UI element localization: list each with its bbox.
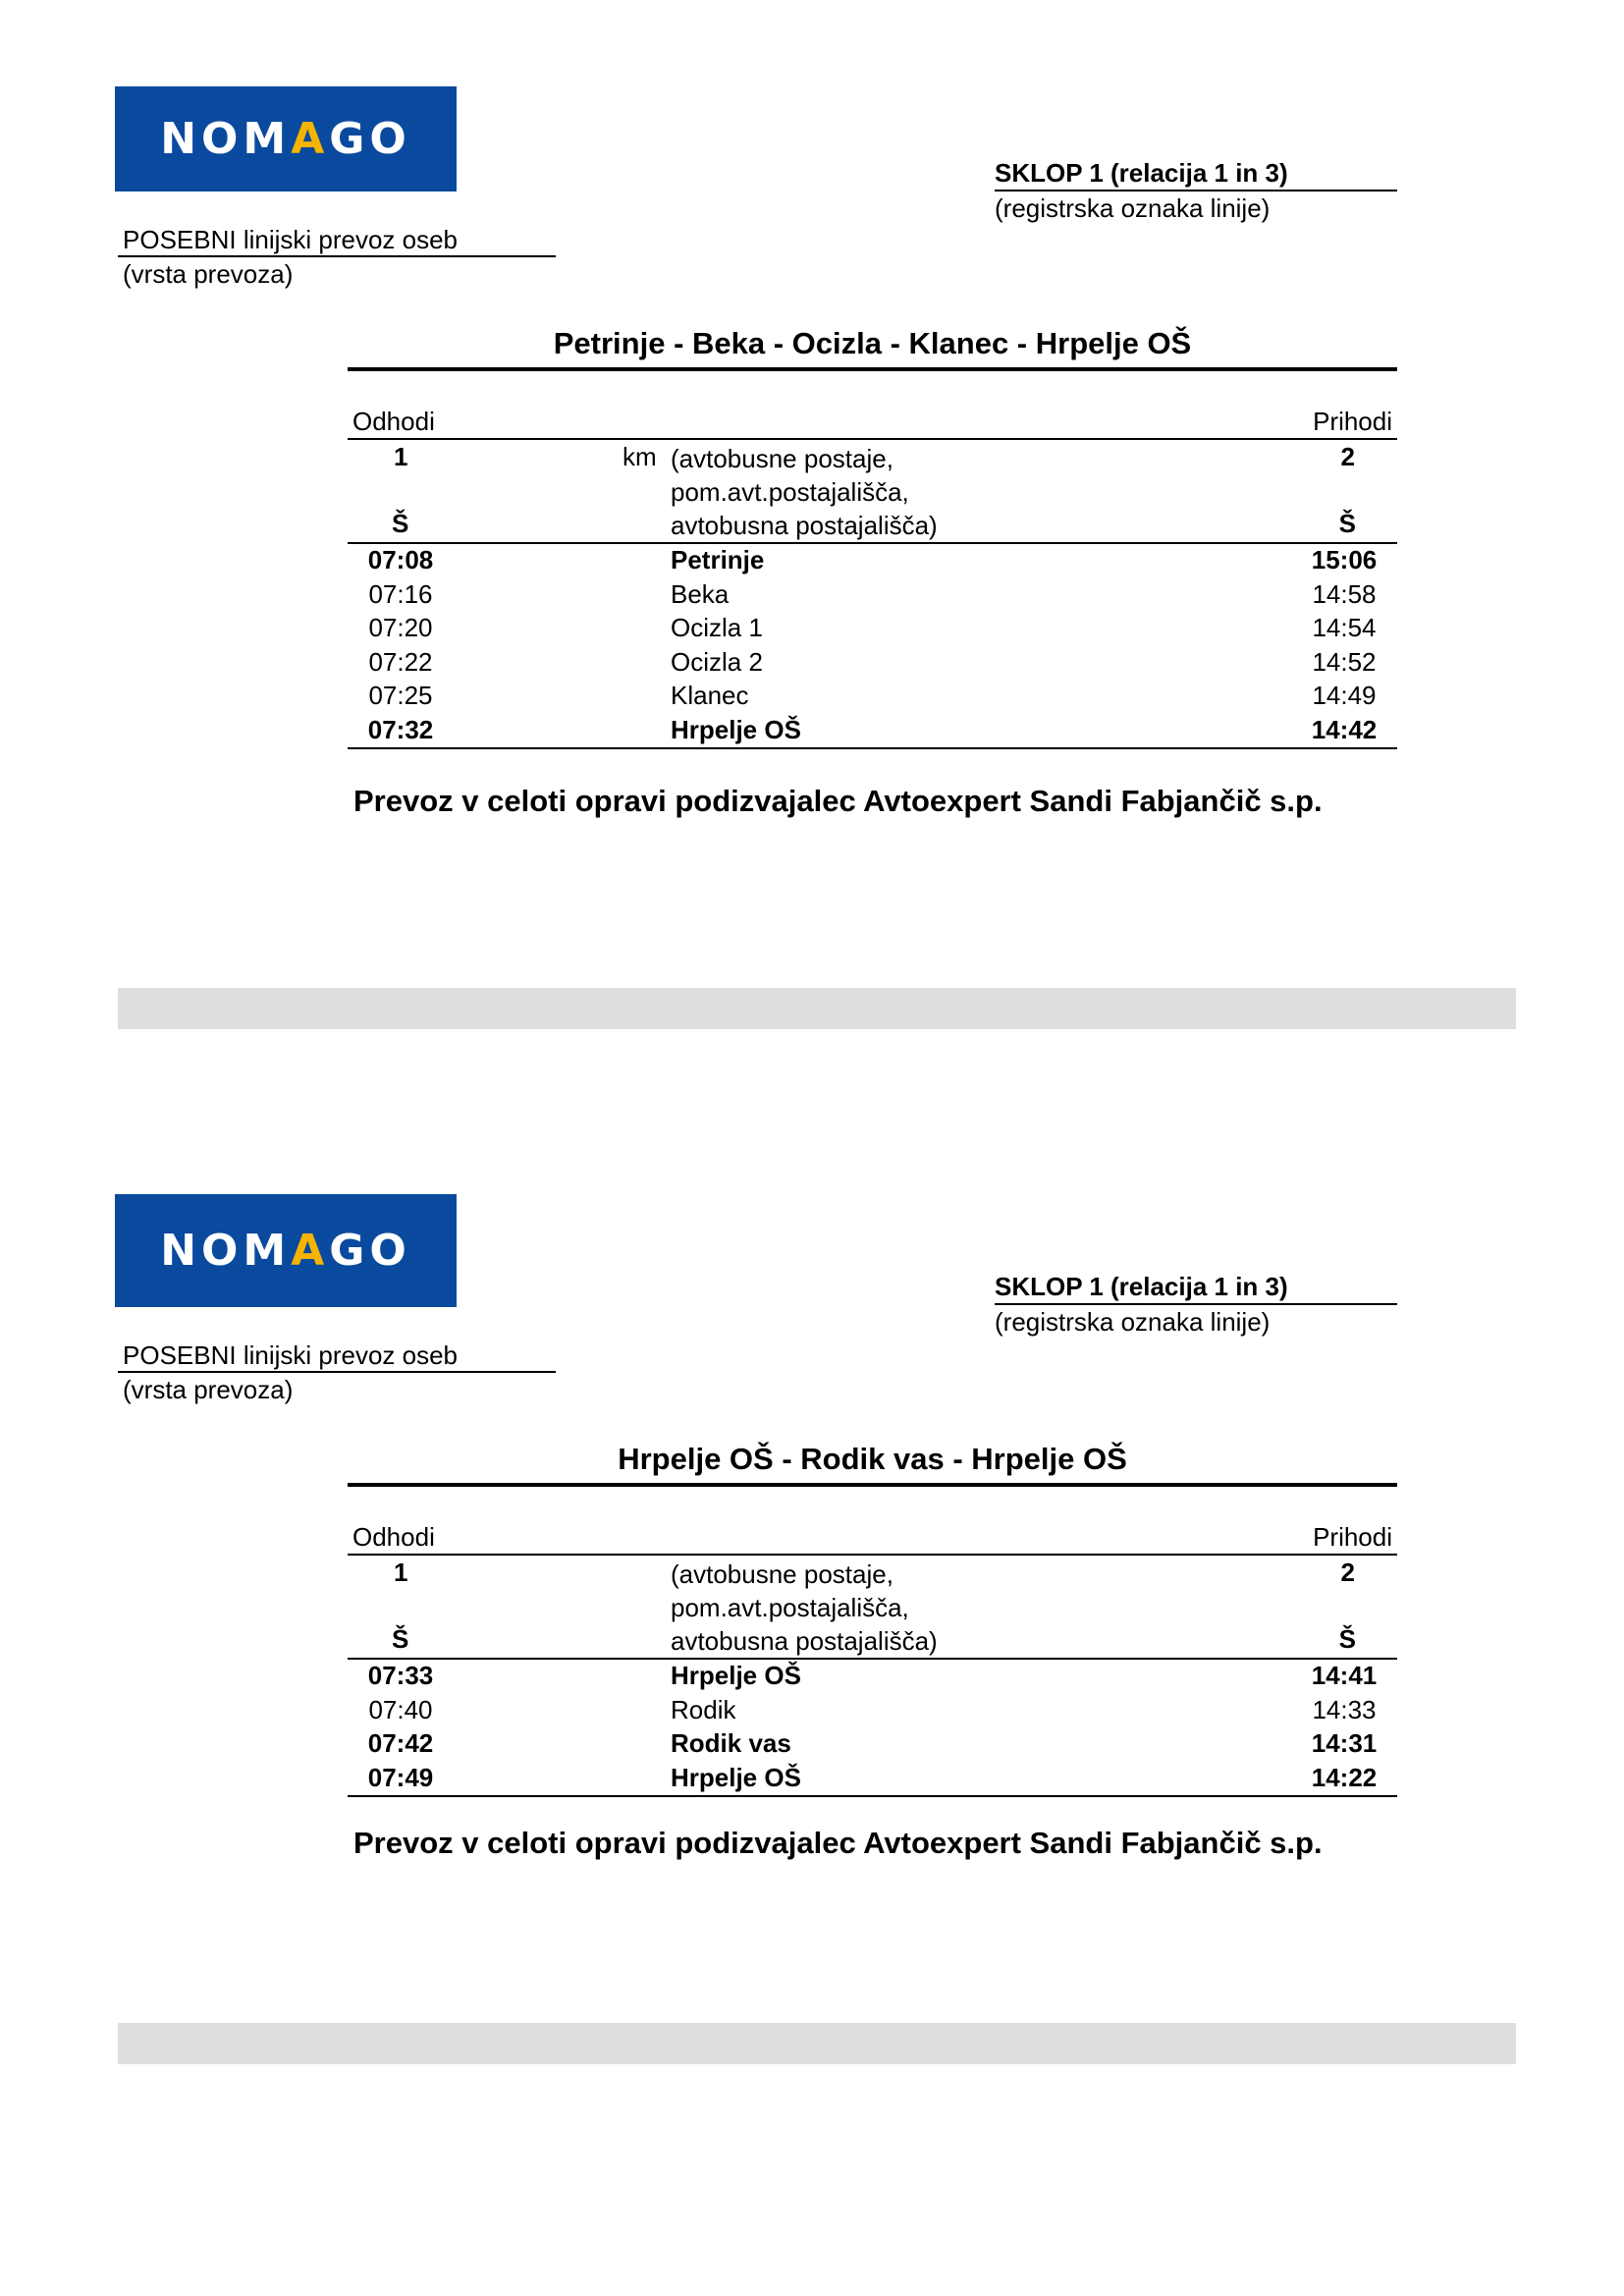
- nomago-logo: [115, 1194, 457, 1307]
- arrival-time: 14:33: [1312, 1694, 1377, 1724]
- departure-time: 07:40: [368, 1694, 433, 1724]
- registration-caption: (registrska oznaka linije): [995, 1307, 1271, 1337]
- column-header: [348, 438, 1397, 544]
- arrivals-label: Prihodi: [1313, 1522, 1392, 1552]
- arrival-column-mark: Š: [1338, 509, 1356, 538]
- table-row: [348, 680, 1397, 714]
- transport-kind: POSEBNI linijski prevoz oseb: [118, 224, 556, 257]
- nomago-logo: [115, 86, 457, 191]
- subcontractor-note: Prevoz v celoti opravi podizvajalec Avtoexpert Sandi Fabjančič s.p.: [353, 784, 1323, 818]
- transport-kind: POSEBNI linijski prevoz oseb: [118, 1339, 556, 1373]
- separator-band: [118, 988, 1516, 1029]
- stop-name: Rodik: [671, 1694, 736, 1724]
- arrival-time: 14:22: [1311, 1762, 1378, 1792]
- separator-band: [118, 2023, 1516, 2064]
- stops-header-line: (avtobusne postaje,: [671, 444, 893, 473]
- stop-name: Hrpelje OŠ: [671, 1762, 801, 1792]
- route-title: Hrpelje OŠ - Rodik vas - Hrpelje OŠ: [348, 1440, 1397, 1487]
- arrival-time: 14:52: [1312, 646, 1377, 677]
- stops-header-line: pom.avt.postajališča,: [671, 477, 909, 507]
- departure-time: 07:32: [367, 714, 434, 744]
- arrivals-label: Prihodi: [1313, 407, 1392, 436]
- stop-name: Hrpelje OŠ: [671, 714, 801, 744]
- stop-name: Ocizla 2: [671, 646, 763, 677]
- arrival-time: 14:42: [1311, 714, 1378, 744]
- registration-block: [995, 1271, 1397, 1339]
- departure-time: 07:20: [368, 613, 433, 642]
- km-label: km: [623, 442, 657, 471]
- column-header: [348, 1554, 1397, 1660]
- transport-kind-block: [118, 1339, 556, 1406]
- table-row: [348, 646, 1397, 681]
- arrival-column-number: 2: [1340, 1558, 1355, 1587]
- table-row: [348, 714, 1397, 748]
- table-row: [348, 578, 1397, 613]
- departure-column-number: 1: [394, 442, 408, 471]
- timetable-section-1: [0, 0, 1624, 1120]
- timetable: [348, 403, 1397, 749]
- stop-name: Ocizla 1: [671, 613, 763, 642]
- stop-name: Beka: [671, 578, 730, 609]
- departure-column-mark: Š: [392, 1624, 409, 1654]
- table-row: [348, 1727, 1397, 1762]
- departures-label: Odhodi: [352, 1522, 435, 1552]
- departure-time: 07:33: [367, 1661, 434, 1690]
- timetable: [348, 1518, 1397, 1797]
- stops-header: [671, 442, 938, 542]
- stops-header-line: avtobusna postajališča): [671, 1626, 938, 1656]
- arrival-time: 14:41: [1311, 1661, 1378, 1690]
- table-row: [348, 1762, 1397, 1796]
- stops-header-line: pom.avt.postajališča,: [671, 1593, 909, 1622]
- arrival-time: 14:49: [1312, 681, 1377, 710]
- stop-name: Klanec: [671, 681, 749, 710]
- stop-name: Petrinje: [671, 545, 765, 574]
- subcontractor-note: Prevoz v celoti opravi podizvajalec Avtoexpert Sandi Fabjančič s.p.: [353, 1826, 1323, 1860]
- timetable-rows: [348, 544, 1397, 749]
- arrival-time: 15:06: [1311, 545, 1378, 574]
- transport-kind-block: [118, 224, 556, 291]
- timetable-rows: [348, 1660, 1397, 1797]
- stop-name: Rodik vas: [671, 1728, 791, 1758]
- stops-header: [671, 1558, 938, 1658]
- departure-time: 07:49: [367, 1762, 434, 1792]
- arrival-time: 14:31: [1311, 1728, 1378, 1758]
- departure-time: 07:22: [368, 646, 433, 677]
- route-title: Petrinje - Beka - Ocizla - Klanec - Hrpelje OŠ: [348, 324, 1397, 371]
- timetable-header: [348, 1518, 1397, 1554]
- logo-text: NOMAGO: [160, 1226, 411, 1276]
- departure-column-mark: Š: [392, 509, 409, 538]
- registration-caption: (registrska oznaka linije): [995, 193, 1271, 223]
- departure-time: 07:16: [368, 578, 433, 609]
- transport-kind-caption: (vrsta prevoza): [123, 259, 294, 289]
- stop-name: Hrpelje OŠ: [671, 1661, 801, 1690]
- arrival-time: 14:54: [1312, 613, 1377, 642]
- departure-time: 07:42: [367, 1728, 434, 1758]
- table-row: [348, 1660, 1397, 1694]
- arrival-time: 14:58: [1312, 578, 1377, 609]
- departures-label: Odhodi: [352, 407, 435, 436]
- stops-header-line: avtobusna postajališča): [671, 511, 938, 540]
- registration-code: SKLOP 1 (relacija 1 in 3): [995, 1271, 1397, 1305]
- departure-time: 07:25: [368, 681, 433, 710]
- transport-kind-caption: (vrsta prevoza): [123, 1375, 294, 1404]
- table-row: [348, 612, 1397, 646]
- logo-text: NOMAGO: [160, 114, 411, 164]
- timetable-header: [348, 403, 1397, 438]
- registration-block: [995, 157, 1397, 225]
- arrival-column-number: 2: [1340, 442, 1355, 471]
- timetable-section-2: [0, 1116, 1624, 2235]
- registration-code: SKLOP 1 (relacija 1 in 3): [995, 157, 1397, 191]
- stops-header-line: (avtobusne postaje,: [671, 1559, 893, 1589]
- departure-time: 07:08: [367, 545, 434, 574]
- departure-column-number: 1: [394, 1558, 408, 1587]
- table-row: [348, 1694, 1397, 1728]
- table-row: [348, 544, 1397, 578]
- arrival-column-mark: Š: [1338, 1624, 1356, 1654]
